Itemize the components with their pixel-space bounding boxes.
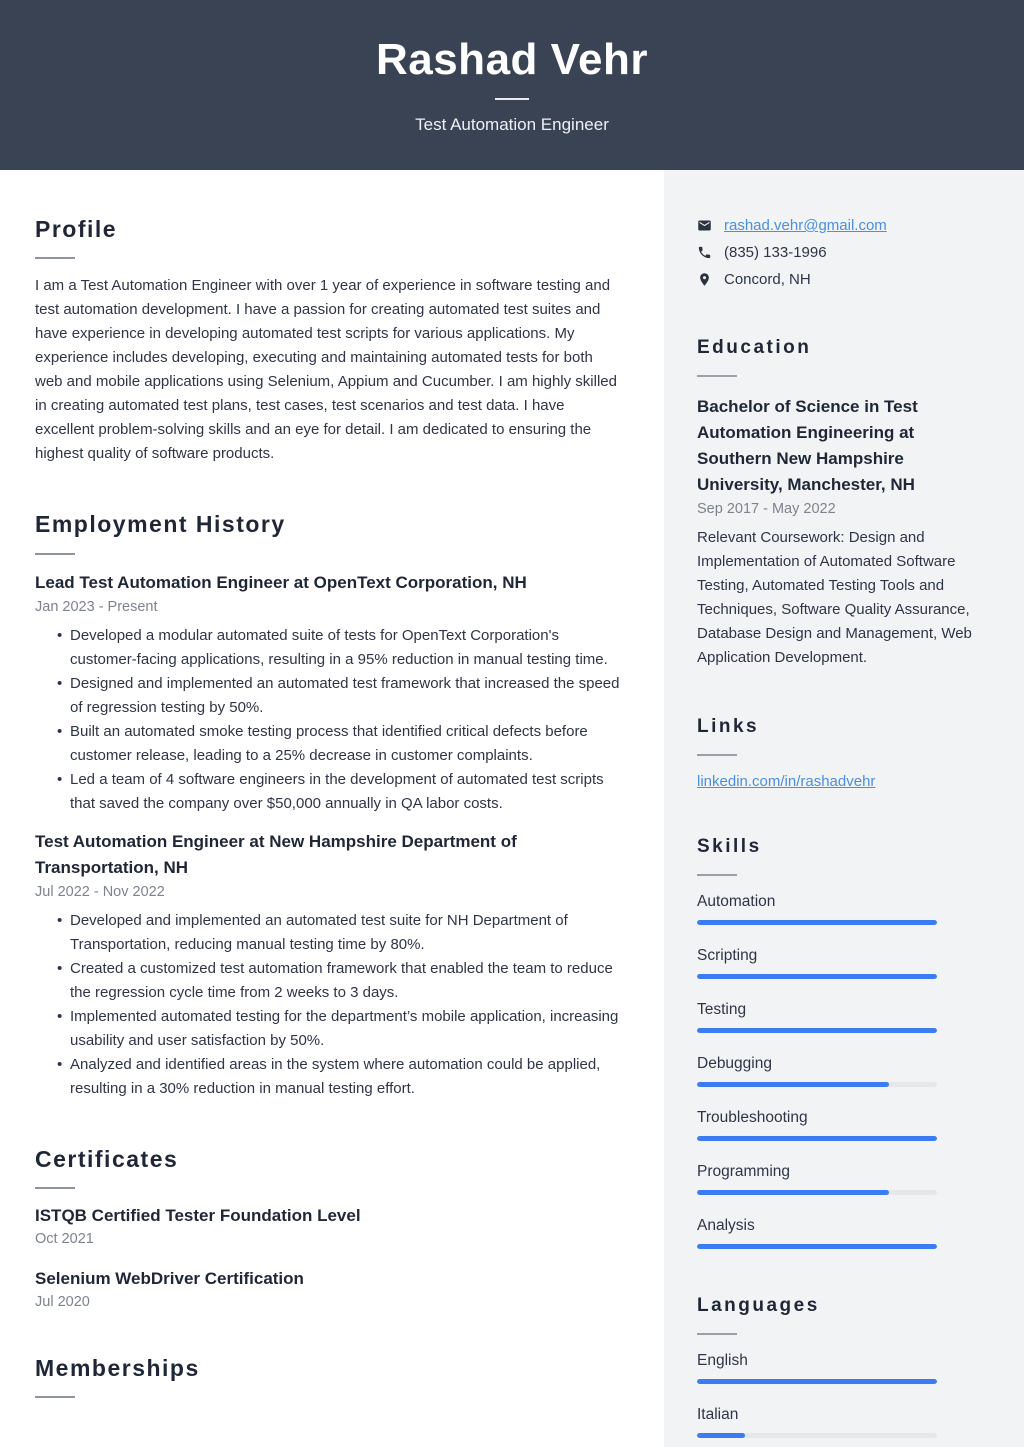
heading-rule bbox=[697, 1333, 737, 1335]
memberships-heading: Memberships bbox=[35, 1354, 200, 1381]
skill-meter-fill bbox=[697, 974, 937, 979]
skill-label: Analysis bbox=[697, 1216, 755, 1234]
contact-email-row bbox=[697, 217, 994, 234]
contact-section bbox=[697, 217, 994, 288]
skill-meter-fill bbox=[697, 1082, 889, 1087]
job-entry bbox=[35, 570, 620, 816]
language-meter bbox=[697, 1433, 937, 1438]
main-column bbox=[0, 170, 664, 1447]
language-meter-fill bbox=[697, 1433, 745, 1438]
profile-text: I am a Test Automation Engineer with over 1 year of experience in software testing and test automation development. I have a passion for creating automated test suites and have experience in developing automated test scripts for various applications. My experience includes developing, executing and maintaining automated tests for both web and mobile applications using Selenium, Appium and Cucumber. I am highly skilled in creating automated test plans, test cases, test scenarios and test data. I have excellent problem-solving skills and an eye for detail. I am dedicated to ensuring the highest quality of software products. bbox=[35, 277, 617, 463]
location-text: Concord, NH bbox=[724, 271, 811, 288]
job-title: Test Automation Engineer at New Hampshire Department of Transportation, NH bbox=[35, 831, 517, 877]
bullet-item: • Analyzed and identified areas in the system where automation could be applied, resulting in a 30% reduction in manual testing effort. bbox=[57, 1053, 620, 1101]
skill-item bbox=[697, 1001, 994, 1033]
language-item bbox=[697, 1406, 994, 1438]
job-title: Lead Test Automation Engineer at OpenText Corporation, NH bbox=[35, 572, 527, 592]
education-description: Relevant Coursework: Design and Implementation of Automated Software Testing, Automated Testing Tools and Techniques, Software Quality Assurance, Database Design and Management, Web Application Development. bbox=[697, 528, 972, 666]
skill-meter-fill bbox=[697, 1028, 937, 1033]
skill-meter bbox=[697, 920, 937, 925]
skill-label: Automation bbox=[697, 892, 776, 910]
map-pin-icon bbox=[697, 272, 712, 287]
certificate-date: Oct 2021 bbox=[35, 1230, 94, 1247]
languages-heading: Languages bbox=[697, 1294, 820, 1316]
email-link[interactable]: rashad.vehr@gmail.com bbox=[724, 217, 887, 234]
language-item bbox=[697, 1352, 994, 1384]
employment-section bbox=[35, 512, 620, 1100]
envelope-icon bbox=[697, 218, 712, 233]
job-entry bbox=[35, 829, 620, 1101]
bullet-item: • Implemented automated testing for the department’s mobile application, increasing usability and user satisfaction by 50%. bbox=[57, 1005, 620, 1053]
job-dates: Jul 2022 - Nov 2022 bbox=[35, 883, 165, 900]
heading-rule bbox=[35, 257, 75, 259]
bullet-item: • Developed a modular automated suite of tests for OpenText Corporation's customer-facing applications, resulting in a 95% reduction in manual testing time. bbox=[57, 624, 620, 672]
phone-number: (835) 133-1996 bbox=[724, 244, 827, 261]
job-bullet-list bbox=[35, 624, 620, 816]
heading-rule bbox=[35, 1396, 75, 1398]
job-bullet-list bbox=[35, 909, 620, 1101]
skill-label: Debugging bbox=[697, 1054, 772, 1072]
resume-header bbox=[0, 0, 1024, 170]
employment-heading: Employment History bbox=[35, 511, 286, 538]
links-section bbox=[697, 717, 994, 790]
certificate-entry bbox=[35, 1204, 620, 1247]
skill-meter-fill bbox=[697, 1136, 937, 1141]
link-item bbox=[697, 773, 994, 790]
header-divider bbox=[495, 98, 529, 100]
certificate-name: ISTQB Certified Tester Foundation Level bbox=[35, 1205, 361, 1225]
resume-body bbox=[0, 170, 1024, 1447]
skill-item bbox=[697, 893, 994, 925]
skill-meter-fill bbox=[697, 920, 937, 925]
phone-icon bbox=[697, 245, 712, 260]
skill-meter-fill bbox=[697, 1190, 889, 1195]
education-dates: Sep 2017 - May 2022 bbox=[697, 500, 836, 517]
degree-title: Bachelor of Science in Test Automation Engineering at Southern New Hampshire University, Manchester, NH bbox=[697, 396, 918, 494]
skill-label: Testing bbox=[697, 1000, 747, 1018]
skill-item bbox=[697, 1109, 994, 1141]
bullet-item: • Led a team of 4 software engineers in the development of automated test scripts that saved the company over $50,000 annually in QA labor costs. bbox=[57, 768, 620, 816]
languages-section bbox=[697, 1296, 994, 1438]
heading-rule bbox=[697, 375, 737, 377]
candidate-job-title: Test Automation Engineer bbox=[415, 115, 609, 134]
heading-rule bbox=[35, 1187, 75, 1189]
skill-meter-fill bbox=[697, 1244, 937, 1249]
skill-meter bbox=[697, 1136, 937, 1141]
bullet-item: • Created a customized test automation framework that enabled the team to reduce the regression cycle time from 2 weeks to 3 days. bbox=[57, 957, 620, 1005]
language-label: English bbox=[697, 1351, 748, 1369]
skill-meter bbox=[697, 1028, 937, 1033]
skill-meter bbox=[697, 1244, 937, 1249]
sidebar bbox=[664, 170, 1024, 1447]
language-meter bbox=[697, 1379, 937, 1384]
heading-rule bbox=[697, 754, 737, 756]
education-heading: Education bbox=[697, 337, 812, 358]
skill-label: Scripting bbox=[697, 946, 758, 964]
memberships-section bbox=[35, 1356, 620, 1398]
skills-section bbox=[697, 837, 994, 1249]
skill-item bbox=[697, 1055, 994, 1087]
linkedin-link[interactable]: linkedin.com/in/rashadvehr bbox=[697, 772, 876, 790]
contact-location-row bbox=[697, 271, 994, 288]
job-dates: Jan 2023 - Present bbox=[35, 598, 158, 615]
contact-phone-row bbox=[697, 244, 994, 261]
profile-section bbox=[35, 217, 620, 466]
heading-rule bbox=[697, 874, 737, 876]
skill-label: Troubleshooting bbox=[697, 1108, 808, 1126]
skill-item bbox=[697, 1217, 994, 1249]
certificate-entry bbox=[35, 1267, 620, 1310]
language-label: Italian bbox=[697, 1405, 739, 1423]
certificates-section bbox=[35, 1147, 620, 1310]
skill-item bbox=[697, 1163, 994, 1195]
bullet-item: • Designed and implemented an automated test framework that increased the speed of regression testing by 50%. bbox=[57, 672, 620, 720]
skill-label: Programming bbox=[697, 1162, 791, 1180]
bullet-item: • Built an automated smoke testing process that identified critical defects before customer release, leading to a 25% decrease in customer complaints. bbox=[57, 720, 620, 768]
certificate-date: Jul 2020 bbox=[35, 1293, 90, 1310]
certificate-name: Selenium WebDriver Certification bbox=[35, 1268, 304, 1288]
skill-item bbox=[697, 947, 994, 979]
profile-heading: Profile bbox=[35, 216, 118, 242]
language-meter-fill bbox=[697, 1379, 937, 1384]
skill-meter bbox=[697, 1082, 937, 1087]
links-heading: Links bbox=[697, 715, 760, 737]
heading-rule bbox=[35, 553, 75, 555]
bullet-item: • Developed and implemented an automated test suite for NH Department of Transportation, reducing manual testing time by 80%. bbox=[57, 909, 620, 957]
skill-meter bbox=[697, 974, 937, 979]
education-section bbox=[697, 338, 994, 670]
certificates-heading: Certificates bbox=[35, 1145, 179, 1172]
candidate-name: Rashad Vehr bbox=[375, 35, 649, 84]
skills-heading: Skills bbox=[697, 835, 762, 857]
skill-meter bbox=[697, 1190, 937, 1195]
